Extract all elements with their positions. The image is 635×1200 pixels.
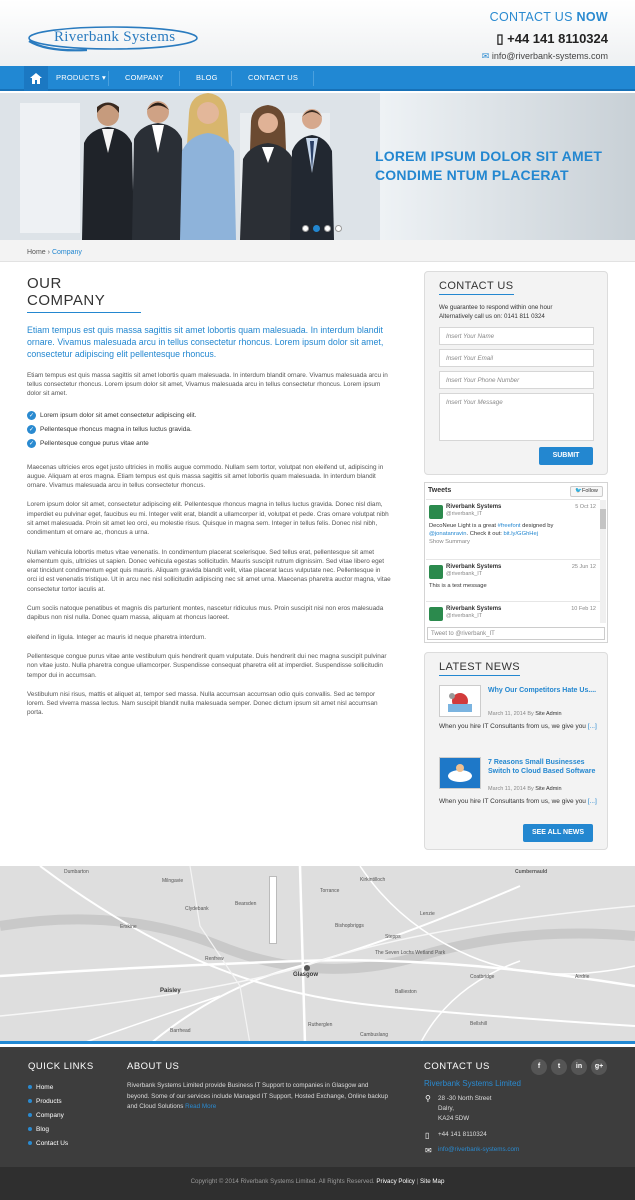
map-label: Rutherglen	[308, 1022, 333, 1028]
avatar	[429, 505, 443, 519]
breadcrumb-separator: ›	[47, 249, 50, 256]
contact-form-note: We guarantee to respond within one hour Alternatively call us on: 0141 811 0324	[439, 304, 553, 320]
footer-link-company[interactable]: Company	[28, 1108, 68, 1122]
phone-icon: ▯	[496, 31, 504, 46]
message-textarea[interactable]: Insert Your Message	[439, 393, 594, 441]
map-label: Lenzie	[420, 911, 435, 917]
footer	[0, 1047, 635, 1167]
map-label: Glasgow	[293, 972, 319, 978]
check-list	[27, 409, 392, 451]
breadcrumb	[0, 240, 635, 262]
page-title: OUR COMPANY	[27, 275, 141, 313]
map-label: Bishopbriggs	[335, 923, 364, 929]
map-label: Bearsden	[235, 901, 257, 907]
scrollbar-thumb[interactable]	[600, 509, 606, 529]
google-plus-icon[interactable]: g+	[591, 1059, 607, 1075]
map-label: Barrhead	[170, 1028, 191, 1034]
footer-company-name: Riverbank Systems Limited	[424, 1079, 521, 1088]
see-all-news-button[interactable]: SEE ALL NEWS	[523, 824, 593, 842]
nav-contact[interactable]: CONTACT US	[248, 73, 299, 82]
paragraph: Pellentesque congue purus vitae ante vestibulum quis hendrerit quam vulputate. Duis hendrerit dui nec magna suscipit pulvinar non vitae justo. Nulla pharetra congue ullamcorper. Suspendisse consequat pharetra elit at imperdiet. Suspendisse sollicitudin tempor dui in accumsan.	[27, 652, 387, 679]
hero-slider[interactable]	[0, 93, 635, 240]
breadcrumb-home[interactable]: Home	[27, 249, 46, 256]
contact-form-title: CONTACT US	[439, 280, 514, 295]
latest-news-panel	[424, 652, 608, 850]
tweets-title: Tweets	[428, 487, 452, 494]
map-label: Dumbarton	[64, 869, 89, 875]
news-title: LATEST NEWS	[439, 661, 520, 676]
header-contact	[482, 10, 608, 62]
paragraph: Lorem ipsum dolor sit amet, consectetur adipiscing elit. Pellentesque rhoncus magna in tellus luctus gravida. Donec nisl diam, imperdiet eu pulvinar eget, faucibus eu mi. Integer velit erat, blandit a ullamcorper id, volutpat et pede. Cras ornare volutpat nibh sit amet malesuada. Proin sit amet leo orci, eu molestie risus. Quisque in magna sem. Integer in tellus felis. Donec nisl nibh, condimentum et ornare ac, rhoncus a urna.	[27, 501, 389, 537]
footer-link-products[interactable]: Products	[28, 1094, 68, 1108]
phone-icon: ▯	[425, 1131, 430, 1140]
check-item: ✓ Pellentesque congue purus vitae ante	[28, 440, 149, 447]
header-phone[interactable]: ▯ +44 141 8110324	[496, 31, 608, 46]
phone-input[interactable]: Insert Your Phone Number	[439, 371, 594, 389]
nav-products[interactable]: PRODUCTS ▾	[56, 73, 106, 82]
map-label: Cumbernauld	[515, 869, 548, 875]
footer-link-home[interactable]: Home	[28, 1080, 68, 1094]
map-label: Stepps	[385, 934, 401, 940]
copyright-bar: Copyright © 2014 Riverbank Systems Limited. All Rights Reserved. Privacy Policy | Site Map	[0, 1167, 635, 1200]
show-summary-link[interactable]: Show Summary	[429, 539, 470, 545]
map-label: Torrance	[320, 888, 340, 894]
footer-quick-links-title: QUICK LINKS	[28, 1061, 94, 1072]
map-label: Clydebank	[185, 906, 209, 912]
paragraph: Cum sociis natoque penatibus et magnis dis parturient montes, nascetur ridiculus mus. Proin suscipit nisi non eros malesuada dapibus non nisl nulla. Donec quam massa, aliquam at rhoncus laoreet.	[27, 605, 384, 622]
map-label: Coatbridge	[470, 974, 495, 980]
twitter-icon[interactable]: t	[551, 1059, 567, 1075]
submit-button[interactable]: SUBMIT	[539, 447, 593, 465]
news-item[interactable]	[439, 685, 599, 755]
read-more-link[interactable]: [...]	[587, 798, 597, 805]
news-thumbnail	[439, 685, 481, 717]
main-nav	[0, 66, 635, 91]
logo-text: Riverbank Systems	[54, 29, 176, 45]
slider-dots	[302, 225, 342, 232]
twitter-widget	[424, 482, 608, 643]
tweet[interactable]: Riverbank Systems @riverbank_IT 10 Feb 12	[426, 601, 600, 627]
news-meta: March 11, 2014 By Site Admin	[488, 711, 562, 717]
read-more-link[interactable]: Read More	[185, 1103, 217, 1110]
read-more-link[interactable]: [...]	[587, 723, 597, 730]
news-excerpt: When you hire IT Consultants from us, we give you [...]	[439, 798, 597, 805]
map-label: Ballieston	[395, 989, 417, 995]
map-label: Paisley	[160, 988, 181, 994]
facebook-icon[interactable]: f	[531, 1059, 547, 1075]
tweet-input[interactable]: Tweet to @riverbank_IT	[427, 627, 605, 640]
name-input[interactable]: Insert Your Name	[439, 327, 594, 345]
linkedin-icon[interactable]: in	[571, 1059, 587, 1075]
footer-email[interactable]: info@riverbank-systems.com	[438, 1146, 520, 1153]
nav-divider	[313, 71, 314, 86]
slider-dot[interactable]	[335, 225, 342, 232]
footer-link-blog[interactable]: Blog	[28, 1122, 68, 1136]
news-meta: March 11, 2014 By Site Admin	[488, 786, 562, 792]
map-label: Cambuslang	[360, 1032, 389, 1038]
nav-divider	[179, 71, 180, 86]
avatar	[429, 607, 443, 621]
avatar	[429, 565, 443, 579]
slider-dot[interactable]	[324, 225, 331, 232]
nav-home-button[interactable]	[24, 66, 48, 91]
paragraph: Etiam tempus est quis massa sagittis sit amet lobortis quam malesuada. In interdum blandit ornare. Vivamus malesuada arcu in tellus consectetur rhoncus. Lorem ipsum dolor sit amet, Vivamus malesuada arcu in tellus consectetur rhoncus. Lorem ipsum dolor sit amet.	[27, 371, 388, 398]
footer-contact-title: CONTACT US	[424, 1061, 490, 1072]
news-excerpt: When you hire IT Consultants from us, we give you [...]	[439, 723, 597, 730]
check-icon: ✓	[28, 427, 35, 433]
breadcrumb-current: Company	[51, 249, 82, 256]
email-input[interactable]: Insert Your Email	[439, 349, 594, 367]
nav-divider	[108, 71, 109, 86]
nav-divider	[231, 71, 232, 86]
slider-dot-active[interactable]	[313, 225, 320, 232]
slider-dot[interactable]	[302, 225, 309, 232]
footer-about-text: Riverbank Systems Limited provide Business IT Support to companies in Glasgow and beyond. Some of our services include Managed IT Support, Hosted Exchange, Online backup and Cloud Solutions Read More	[127, 1082, 389, 1110]
footer-link-contact[interactable]: Contact Us	[28, 1136, 68, 1150]
mail-icon: ✉	[425, 1146, 432, 1155]
news-item[interactable]	[439, 757, 599, 827]
map-label: The Seven Lochs Wetland Park	[375, 950, 446, 956]
hero-line-2: CONDIME NTUM PLACERAT	[375, 167, 569, 183]
map-label: Bellshill	[470, 1021, 487, 1027]
home-icon	[30, 73, 42, 84]
team-photo	[0, 93, 380, 240]
contact-form-panel	[424, 271, 608, 475]
paragraph: Maecenas ultricies eros eget justo ultricies in mollis augue commodo. Nullam sem tortor, volutpat non eleifend ut, adipiscing in augue. Aliquam at eros magna. Etiam tempus est quis massa sagittis sit amet lobortis quam malesuada. In interdum blandit ornare. Vivamus malesuada arcu in tellus consectetur rhoncus.	[27, 463, 384, 490]
follow-button[interactable]: 🐦Follow	[570, 486, 603, 497]
site-map-link[interactable]: Site Map	[419, 1178, 445, 1185]
nav-blog[interactable]: BLOG	[196, 73, 218, 82]
header	[0, 0, 635, 66]
map-label: Airdrie	[575, 974, 590, 980]
paragraph: eleifend in ligula. Integer ac mauris id neque pharetra interdum.	[27, 633, 207, 641]
map-label: Milngavie	[162, 878, 184, 884]
hero-heading	[375, 147, 602, 185]
footer-address: 28 -30 North Street Dalry, KA24 5DW	[438, 1095, 492, 1122]
news-headline[interactable]: 7 Reasons Small Businesses Switch to Cloud Based Software	[488, 759, 596, 775]
footer-phone[interactable]: +44 141 8110324	[438, 1131, 487, 1138]
footer-about-title: ABOUT US	[127, 1061, 180, 1072]
map-label: Renfrew	[205, 956, 224, 962]
header-contact-title: CONTACT US NOW	[489, 10, 608, 24]
header-email[interactable]: ✉ info@riverbank-systems.com	[481, 51, 608, 61]
map[interactable]	[0, 866, 635, 1044]
twitter-icon: 🐦	[575, 488, 582, 494]
footer-links	[28, 1080, 68, 1150]
tweet[interactable]: Riverbank Systems @riverbank_IT 5 Oct 12 DecoNeue Light is a great #freefont designed by @jonatanravin. Check it out: bit.ly/GGhHej Show Summary	[426, 499, 600, 559]
check-item: ✓ Lorem ipsum dolor sit amet consectetur adipiscing elit.	[28, 412, 197, 419]
check-icon: ✓	[28, 413, 35, 419]
lead-paragraph: Etiam tempus est quis massa sagittis sit amet lobortis quam malesuada. In interdum blandit ornare. Vivamus malesuada arcu in tellus consectetur rhoncus. Lorem ipsum dolor sit amet, consectetur adipiscing elit pellentesque rhoncus.	[27, 325, 384, 360]
logo[interactable]	[27, 24, 199, 52]
main-content	[27, 275, 392, 718]
privacy-policy-link[interactable]: Privacy Policy	[376, 1178, 415, 1185]
map-zoom-slider[interactable]	[269, 876, 277, 944]
tweet[interactable]: Riverbank Systems @riverbank_IT 25 Jun 12 This is a test message	[426, 559, 600, 601]
copyright-text: Copyright © 2014 Riverbank Systems Limited. All Rights Reserved.	[190, 1178, 375, 1185]
check-icon: ✓	[28, 441, 35, 447]
nav-company[interactable]: COMPANY	[125, 73, 164, 82]
news-thumbnail	[439, 757, 481, 789]
location-pin-icon: ⚲	[425, 1094, 431, 1103]
map-label: Kirkintilloch	[360, 877, 386, 883]
paragraph: Vestibulum nisi risus, mattis et aliquet at, tempor sed massa. Nulla accumsan accumsan odio quis convallis. Sed ac tempor lorem. Sed viverra massa lectus. Nam suscipit blandit nulla malesuada semper. Donec dictum ipsum sit amet nisl accumsan porta.	[27, 690, 378, 717]
hero-line-1: LOREM IPSUM DOLOR SIT AMET	[375, 148, 603, 164]
map-label: Erskine	[120, 924, 137, 930]
paragraph: Nullam vehicula lobortis metus vitae venenatis. In condimentum placerat scelerisque. Sed tellus erat, pellentesque sit amet elementum quis, ultricies ut sapien. Donec vehicula egestas sollicitudin. Mauris suscipit rutrum dignissim. Sed vitae libero eget erat tincidunt condimentum eget quis mauris. Aliquam gravida blandit velit, vitae placerat lacus vulputate nec. Pellentesque in orci id est venenatis tristique. Ut in arcu nec nisl sollicitudin adipiscing nec sit amet urna. Maecenas pharetra auctor magna, vitae consectetur tortor iaculis at.	[27, 548, 391, 593]
news-headline[interactable]: Why Our Competitors Hate Us....	[488, 687, 597, 694]
map-roads	[0, 866, 635, 1044]
tweet-text: DecoNeue Light is a great #freefont designed by @jonatanravin. Check it out: bit.ly/GGhHej Show Summary	[429, 523, 554, 545]
mail-icon: ✉	[481, 51, 490, 61]
check-item: ✓ Pellentesque rhoncus magna in tellus luctus gravida.	[28, 426, 192, 433]
